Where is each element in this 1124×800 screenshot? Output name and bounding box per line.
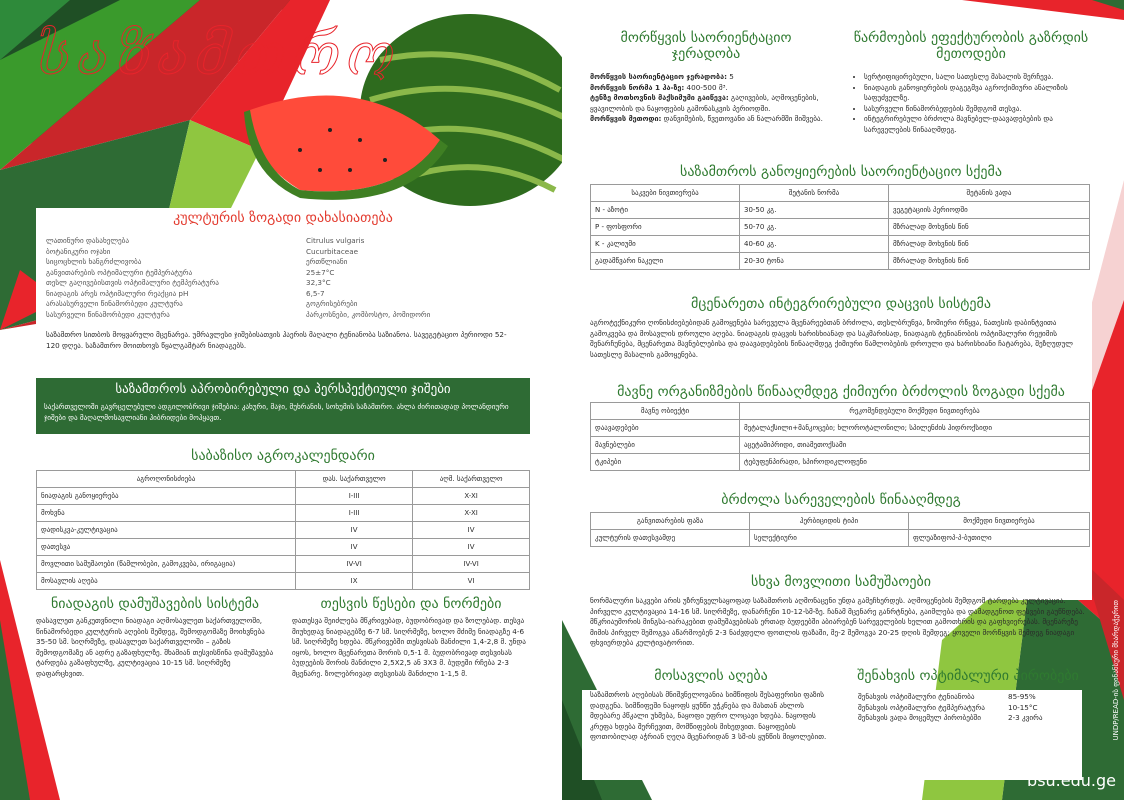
varieties-text: საქართველოში გავრცელებული ადგილობრივი ჯიშებია: კახური, მაჯი, მუხრანის, სოხუმის საზამთრო. ახლა ძირითადად პოლანდიური ჯიშები და მაღალმოსავლიანი ჰიბრიდები მოჰყავთ. [44, 402, 509, 422]
table-cell: K - კალიუმი [591, 236, 740, 253]
culture-heading: კულტურის ზოგადი დახასიათება [173, 210, 393, 226]
table-cell: X-XI [413, 505, 530, 522]
table-cell: მზრალად მოხვნის წინ [889, 253, 1090, 270]
prop-row: სიცოცხლის ხანგრძლივობა ერთწლიანი [46, 257, 348, 266]
table-cell: კულტურის დათესვამდე [591, 530, 750, 547]
table-cell: აღმ. საქართველო [413, 471, 530, 488]
table-row [591, 437, 1090, 454]
sowing-text: დათესვა შეიძლება მწკრივებად, ბუდობრივად და ზოლებად. თესვა მიუხედავ ნიადაგებზე 6-7 სმ. სიღრმეზე, ხოლო მძიმე ნიადაგზე 4-6 სმ. სიღრმეზე ხდება. მწკრივებში თესვისას მანძილი 1,4-2,8 მ. უნდა იყოს, ხოლო მცენარეთა შორის 0,5-1 მ. ბუდობრივად თესვისას ბუდეების შორის მანძილი 2,5X2,5 ან 3X3 მ. ბუდეში რჩება 2-3 მცენარე. ზოლებრივად თესვისას მანძილი 1-1,5 მ. [292, 616, 526, 678]
table-cell: გადამწვარი ნაკელი [591, 253, 740, 270]
table-header-row [37, 471, 530, 488]
table-cell: სელექტიური [750, 530, 909, 547]
table-cell: შეტანის ნორმა [740, 185, 889, 202]
table-cell: საკვები ნივთიერება [591, 185, 740, 202]
efficiency-list [850, 72, 1094, 135]
prop-row: არასასურველი წინამორბედი კულტურა გოგრისებრები [46, 299, 358, 308]
table-cell: დათესვა [37, 539, 296, 556]
site-url: bsu.edu.ge [1027, 771, 1116, 790]
calendar-table [36, 470, 530, 590]
chemical-table [590, 402, 1090, 471]
irrigation-text: მორწყვის საორიენტაციო ჯერადობა: 5 მორწყვის ნორმა 1 ჰა-ზე: 400-500 მ³. ტენზე მოთხოვნის მაქსიმუმი გაიწევა: გაღივების, აღმოცენების, ყვავილობის და ნაყოფების გამონასკვის პერიოდში. მორწყვის მეთოდი: დანვიმების, წვეთოვანი ან ნალარმში მიშვება. [590, 72, 823, 123]
table-row [591, 530, 1090, 547]
prop-row: ბოტანიკური ოჯახი Cucurbitaceae [46, 246, 359, 256]
protection-text: აგროტექნიკური ღონისძიებებიდან გამოყენება სარეველა მცენარეებთან ბრძოლა, თესლბრუნვა, ზომიერი რწყვა, ნათესის დაბინტვითა გამოკვება და მოსავლის დროული აღება. ნიადაგის დაცვის ხარისხიანად და საკმარისად, ნიადაგის ტენიანობის ოპტიმალური რეჟიმის შენარჩუნება, მცენარეთა მავნებლებისა და დაავადებების წინააღმდეგ ქიმიური წამლობების დროული და ხარისხიანი ჩატარება, შეზღუდულ სათესლე მასალის გამოყენება. [590, 318, 1073, 359]
storage-list [858, 692, 1068, 724]
prop-row: ლათინური დასახელება Citrulus vulgaris [46, 236, 365, 245]
page-title: საზამთრო [36, 20, 401, 88]
table-row [37, 556, 530, 573]
table-cell: IV-VI [296, 556, 413, 573]
other-heading: სხვა მოვლითი სამუშაოები [751, 574, 931, 590]
calendar-heading: საბაზისო აგროკალენდარი [191, 448, 375, 464]
list-item: • ინტეგრირებული ბრძოლა მავნებელ-დაავადებების და სარეველების წინააღმდეგ. [864, 114, 1094, 135]
chemical-heading: მავნე ორგანიზმების წინააღმდეგ ქიმიური ბრძოლის ზოგადი სქემა [617, 384, 1065, 400]
table-cell: I-III [296, 505, 413, 522]
table-cell: P - ფოსფორი [591, 219, 740, 236]
table-row [37, 488, 530, 505]
table-cell: VI [413, 573, 530, 590]
soil-heading: ნიადაგის დამუშავების სისტემა [50, 596, 260, 612]
table-cell: 40-60 კგ. [740, 236, 889, 253]
weeds-table [590, 512, 1090, 547]
table-row [591, 420, 1090, 437]
table-cell: რეკომენდებული მოქმედი ნივთიერება [740, 403, 1090, 420]
table-header-row [591, 403, 1090, 420]
table-cell: მოვლითი სამუშაოები (წამლობები, გამოკვება, ირიგაცია) [37, 556, 296, 573]
table-cell: მზრალად მოხვნის წინ [889, 236, 1090, 253]
efficiency-heading: წარმოების ეფექტურობის გაზრდის მეთოდები [853, 30, 1089, 62]
sponsor-note: UNDP/READ-ის ფინანსური მხარდაჭერით [1112, 600, 1120, 741]
table-cell: ტკიპები [591, 454, 740, 471]
table-cell: IV [413, 522, 530, 539]
table-cell: აგროღონისძიება [37, 471, 296, 488]
prop-row: განვითარების ოპტიმალური ტემპერატურა 25±7°C [46, 267, 335, 277]
weeds-heading: ბრძოლა სარეველების წინააღმდეგ [721, 492, 961, 508]
soil-text: დასავლეთ განკუთვნილი ნიადაგი აღმოსავლეთ საქართველოში, წინამორბედი კულტურის აღების შემდეგ, შემოდგომაზე მოიხვნება 35-50 სმ. სიღრმეზე, დასავლეთ საქართველოში – გაზის შემოდგომაზე ან ადრე გაზაფხულზე. შხამიან თესვისწინა დამუშავება ტარდება გაზაფხულზე, კულტივაცია 10-15 სმ. სიღრმეზე დაფარცხვით. [36, 616, 274, 678]
table-cell: IV [296, 522, 413, 539]
list-item: • სასურველი წინამორბედების შემდგომ თესვა. [864, 104, 1094, 115]
harvest-heading: მოსავლის აღება [654, 668, 768, 684]
table-cell: IX [296, 573, 413, 590]
table-cell: ფლუაზიფოპ-პ-ბუთილი [909, 530, 1090, 547]
table-cell: მავნებლები [591, 437, 740, 454]
table-cell: მოქმედი ნივთიერება [909, 513, 1090, 530]
table-row [591, 253, 1090, 270]
table-cell: ვეგეტაციის პერიოდში [889, 202, 1090, 219]
sowing-heading: თესვის წესები და ნორმები [320, 596, 502, 612]
table-cell: IV [296, 539, 413, 556]
table-cell: მეტალაქსილი+მანკოცები; ხლოროტალონილი; სპილენძის ჰიდროქსიდი [740, 420, 1090, 437]
culture-note: საზამთრო სითბოს მოყვარული მცენარეა. უმრავლესი ჯიშებისათვის ჰაერის მაღალი ტენიანობა საზიანოა. სავეგეტაციო პერიოდი 52-120 დღეა. საზამთრო მოითხოვს წყალგამტარ ნიადაგებს. [46, 330, 507, 350]
storage-row: შენახვის ვადა მოცემულ პირობებში 2-3 კვირა [858, 713, 1043, 722]
varieties-heading: საზამთროს აპრობირებული და პერსპექტიული ჯიშები [115, 382, 451, 397]
fertilization-heading: საზამთროს განოყიერების საორიენტაციო სქემა [680, 164, 1002, 180]
table-row [37, 573, 530, 590]
table-cell: მოსავლის აღება [37, 573, 296, 590]
storage-row: შენახვის ოპტიმალური ტენიანობა 85-95% [858, 692, 1036, 701]
table-row [591, 219, 1090, 236]
table-header-row [591, 185, 1090, 202]
table-row [591, 236, 1090, 253]
harvest-text: საზამთროს აღებისას მნიშვნელოვანია სიმწიფის შესაფერისი ფაზის დადგენა. სიმწიფეში ნაყოფს ყუნწი უჭკნება და მასთან ახლოს მდებარე პწკალი უხმება, ნაყოფი უფრო ლოცავი ხდება. ნაყოფის კრეფა ხდება შერჩევით, მომწიფების მიხედვით. ნაყოფების ფოთობილად აჭრიან ღეღა მცენარიდან 3 სმ-ის ყუნწის მიყოლებით. [590, 690, 827, 741]
table-header-row [591, 513, 1090, 530]
table-row [591, 454, 1090, 471]
table-cell: X-XI [413, 488, 530, 505]
list-item: • სერტიფიცირებული, სალი სათესლე მასალის შერჩევა. [864, 72, 1094, 83]
table-cell: დას. საქართველო [296, 471, 413, 488]
irrigation-heading: მორწყვის საორიენტაციო ჯერადობა [620, 30, 792, 62]
table-cell: აცეტამიპრიდი, თიამეთოქსამი [740, 437, 1090, 454]
table-cell: შეტანის ვადა [889, 185, 1090, 202]
table-cell: დაავადებები [591, 420, 740, 437]
table-cell: 30-50 კგ. [740, 202, 889, 219]
varieties-banner [36, 378, 530, 434]
table-cell: მოხვნა [37, 505, 296, 522]
list-item: • ნიადაგის განოყიერების დაგეგმვა აგროქიმიური ანალიზის საფუძველზე. [864, 83, 1094, 104]
table-row [37, 522, 530, 539]
table-cell: მზრალად მოხვნის წინ [889, 219, 1090, 236]
fertilization-table [590, 184, 1090, 270]
table-cell: N - აზოტი [591, 202, 740, 219]
table-row [591, 202, 1090, 219]
table-cell: IV-VI [413, 556, 530, 573]
table-cell: IV [413, 539, 530, 556]
table-cell: ნიადაგის განოყიერება [37, 488, 296, 505]
table-cell: I-III [296, 488, 413, 505]
table-cell: ტებუფენპირადი, სპიროდიკლოფენი [740, 454, 1090, 471]
prop-row: თესლ გაღივებისთვის ოპტიმალური ტემპერატურა 32,3°C [46, 278, 331, 287]
table-row [37, 539, 530, 556]
table-cell: განვითარების ფაზა [591, 513, 750, 530]
table-row [37, 505, 530, 522]
protection-heading: მცენარეთა ინტეგრირებული დაცვის სისტემა [691, 296, 991, 312]
table-cell: მავნე ობიექტი [591, 403, 740, 420]
table-cell: ჰერბიციდის ტიპი [750, 513, 909, 530]
table-cell: 20-30 ტონა [740, 253, 889, 270]
culture-properties [46, 236, 526, 320]
table-cell: 50-70 კგ. [740, 219, 889, 236]
right-page [562, 0, 1124, 800]
prop-row: ნიადაგის არეს ოპტიმალური რეაქცია pH 6,5-7 [46, 288, 325, 298]
storage-row: შენახვის ოპტიმალური ტემპერატურა 10-15°C [858, 702, 1038, 712]
table-cell: დადისკვა-კულტივაცია [37, 522, 296, 539]
prop-row: სასურველი წინამორბედი კულტურა პარკოსნები, კომბოსტო, პომიდორი [46, 309, 431, 319]
other-text: ნორმალური საკვები არის უზრუნველსაყოფად საზამთროს აღმონაცენი უნდა გამეჩხერდეს. აღმოცენების შემდგომ ტარდება კულტივაცია. პირველი კულტივაცია 14-16 სმ. სიღრმეზე, დანარჩენი 10-12-სმ-ზე. ჩანამ მცენარე განრტნება, გაიმლება და დამადგენოთ ფესვები გაუწნდება. მწკრიაუმორის მინგსა-იარაკებით დამუშავებისას ერთად ბუდეებში აბიარებენ სარეველების ხელით გამოთხრის და გაფხვიერებას. მცენარეზე მიმის პირველ შემოგვა აწარმოებენ 2-3 ნაძვდელი ფოთლის ფაზაში, მე-2 შემოგვა 20-25 დღის შემდეგ; ყოველი მორწყვის შემდეგ ნიადაგი ფხვიერდება კულტივატორით. [590, 596, 1085, 647]
storage-heading: შენახვის ოპტიმალური პირობები [857, 668, 1079, 684]
